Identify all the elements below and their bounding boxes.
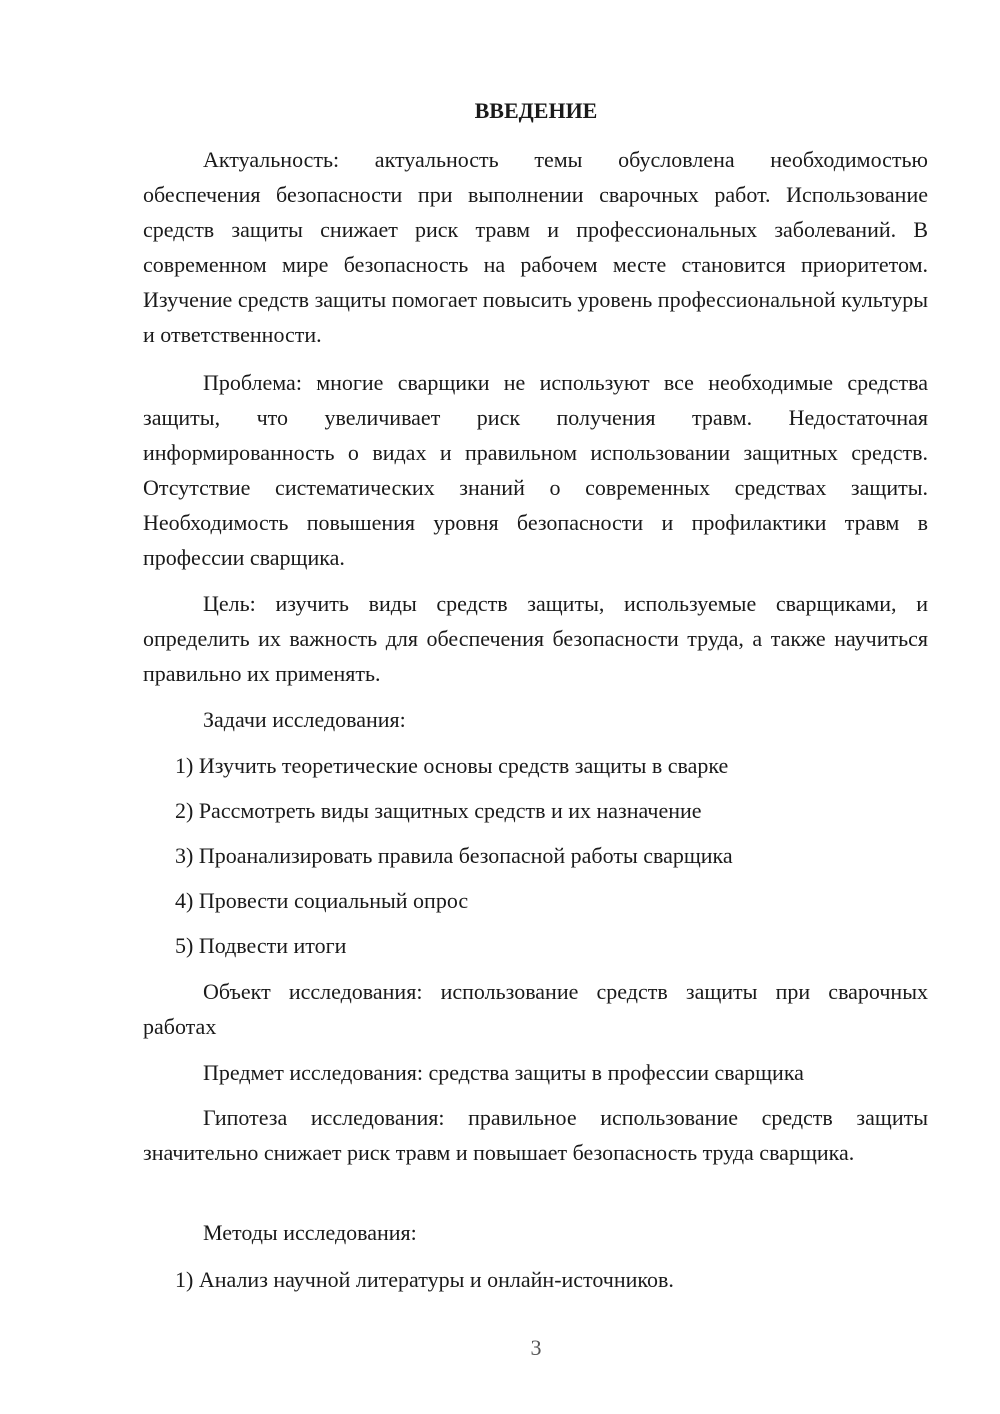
subject-line: Предмет исследования: средства защиты в профессии сварщика <box>203 1060 804 1085</box>
tasks-heading: Задачи исследования: <box>203 707 406 732</box>
method-item-1: 1) Анализ научной литературы и онлайн-источников. <box>175 1267 674 1292</box>
relevance-paragraph: Актуальность: актуальность темы обусловлена необходимостью обеспечения безопасности при выполнении сварочных работ. Использование средств защиты снижает риск травм и профессиональных заболеваний. В современном мире безопасность на рабочем месте становится приоритетом. Изучение средств защиты помогает повысить уровень профессиональной культуры и ответственности. <box>143 147 928 347</box>
task-item-5: 5) Подвести итоги <box>175 933 347 958</box>
methods-heading: Методы исследования: <box>203 1220 417 1245</box>
task-item-1: 1) Изучить теоретические основы средств защиты в сварке <box>175 753 729 778</box>
problem-paragraph: Проблема: многие сварщики не используют все необходимые средства защиты, что увеличивает риск получения травм. Недостаточная информированность о видах и правильном использовании защитных средств. Отсутствие систематических знаний о современных средствах защиты. Необходимость повышения уровня безопасности и профилактики травм в профессии сварщика. <box>143 370 928 570</box>
section-title: ВВЕДЕНИЕ <box>474 98 598 123</box>
page-number: 3 <box>530 1335 542 1360</box>
goal-paragraph: Цель: изучить виды средств защиты, используемые сварщиками, и определить их важность для обеспечения безопасности труда, а также научиться правильно их применять. <box>143 591 928 686</box>
task-item-3: 3) Проанализировать правила безопасной работы сварщика <box>175 843 733 868</box>
task-item-4: 4) Провести социальный опрос <box>175 888 469 913</box>
object-text: Объект исследования: использование средств защиты при сварочных работах <box>143 979 928 1039</box>
object-paragraph <box>143 974 928 1044</box>
task-item-2: 2) Рассмотреть виды защитных средств и их назначение <box>175 798 702 823</box>
hypothesis-paragraph: Гипотеза исследования: правильное использование средств защиты значительно снижает риск травм и повышает безопасность труда сварщика. <box>143 1105 928 1165</box>
